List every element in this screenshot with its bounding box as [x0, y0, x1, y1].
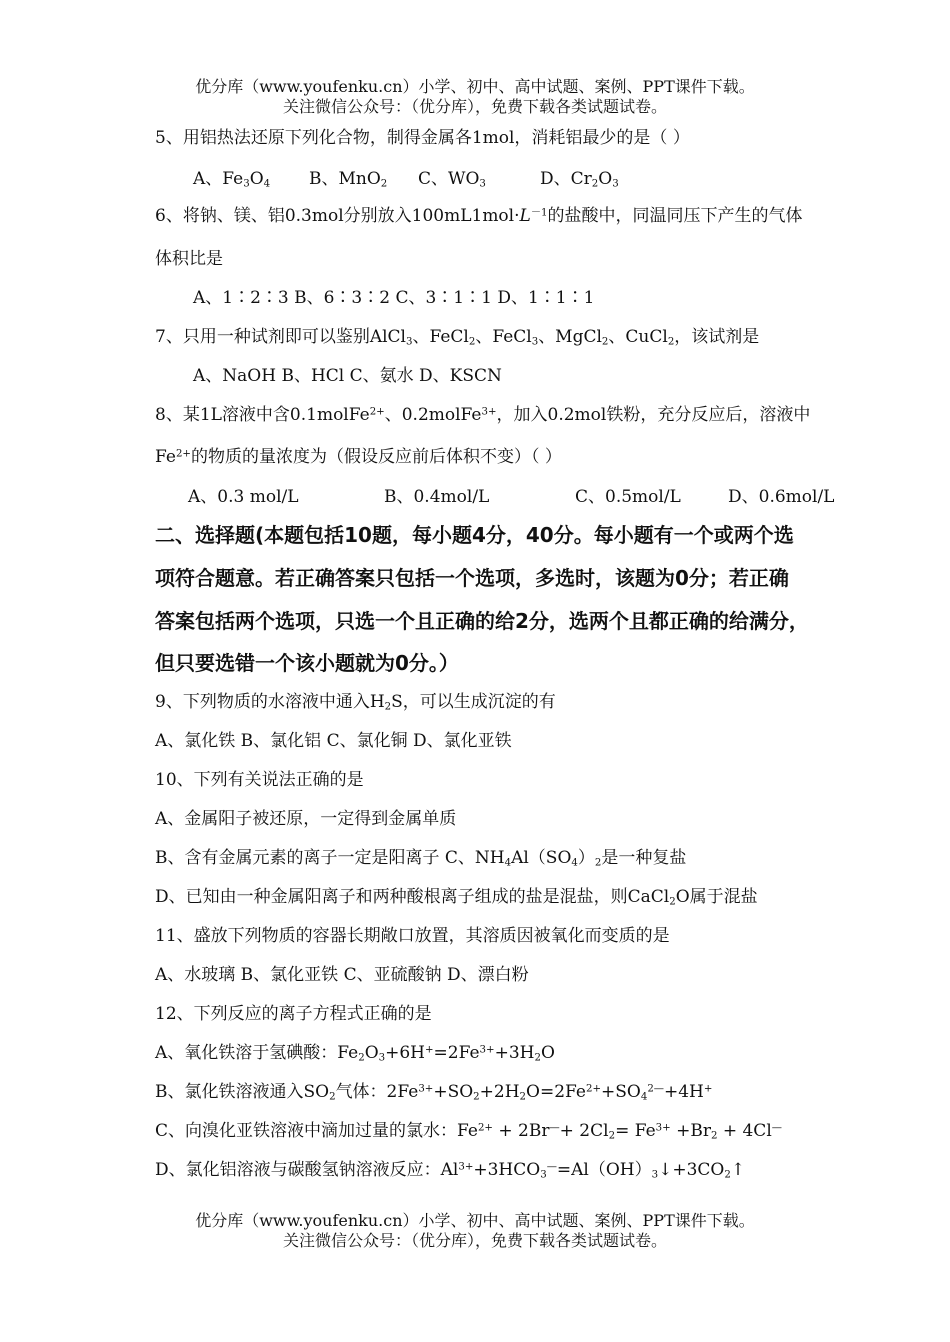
question-12-option-c: C、向溴化亚铁溶液中滴加过量的氯水：$Fe^{2+} + 2Br^—+ 2Cl_2= Fe^{3+} +Br_2 + 4Cl^—$ [155, 1121, 782, 1142]
section-2-heading-line-4: 但只要选错一个该小题就为0分。） [155, 651, 459, 675]
question-5-options [193, 167, 619, 191]
question-8-stem: 8、某1L溶液中含0.1molFe$^{2+}$、0.2molFe$^{3+}$，加入0.2mol铁粉，充分反应后，溶液中 [155, 405, 811, 425]
q8-option-c: C、0.5mol/L [575, 487, 681, 507]
question-10-option-a: A、金属阳子被还原，一定得到金属单质 [155, 809, 457, 829]
question-11-stem: 11、盛放下列物质的容器长期敞口放置，其溶质因被氧化而变质的是 [155, 926, 670, 946]
q5-option-b: B、MnO$_2$ [309, 169, 388, 190]
question-8-options [188, 485, 834, 509]
question-12-stem: 12、下列反应的离子方程式正确的是 [155, 1004, 432, 1024]
q5-option-c: C、$WO_3$ [418, 169, 486, 190]
question-8-stem-cont: $Fe^{2+}$的物质的量浓度为（假设反应前后体积不变）（ ） [155, 447, 562, 467]
header-line-1: 优分库（www.youfenku.cn）小学、初中、高中试题、案例、PPT课件下载。 [195, 77, 755, 96]
question-12-option-b: B、氯化铁溶液通入$SO_2$气体：$2Fe^{3+}+SO_2+2H_2O=2Fe^{2+}+SO_4^{2—}+4H^+$ [155, 1082, 713, 1103]
footer-line-2: 关注微信公众号：（优分库），免费下载各类试题试卷。 [282, 1231, 667, 1250]
question-11-options: A、水玻璃 B、氯化亚铁 C、亚硫酸钠 D、漂白粉 [155, 965, 529, 985]
question-6-stem: 6、将钠、镁、铝0.3mol分别放入$100mL1mol\cdot L^{-1}$的盐酸中，同温同压下产生的气体 [155, 206, 803, 226]
question-5-stem: 5、用铝热法还原下列化合物，制得金属各1mol，消耗铝最少的是（ ） [155, 128, 690, 148]
question-7-stem: 7、只用一种试剂即可以鉴别AlCl$_3$、FeCl$_2$、FeCl$_3$、MgCl$_2$、CuCl$_2$，该试剂是 [155, 327, 760, 348]
question-9-stem: 9、下列物质的水溶液中通入$H_2S$，可以生成沉淀的有 [155, 692, 556, 713]
page-footer [0, 1211, 950, 1251]
page-header [0, 77, 950, 117]
footer-line-1: 优分库（www.youfenku.cn）小学、初中、高中试题、案例、PPT课件下载。 [195, 1211, 755, 1230]
question-7-options: A、NaOH B、HCl C、氨水 D、KSCN [193, 366, 502, 386]
question-12-option-d: D、氯化铝溶液与碳酸氢钠溶液反应：$Al^{3+}+3HCO_3^—=Al(OH)_3↓+3CO_2↑$ [155, 1160, 746, 1181]
q8-option-b: B、0.4mol/L [384, 487, 490, 507]
q8-option-a: A、0.3 mol/L [188, 487, 299, 507]
question-9-options: A、氯化铁 B、氯化铝 C、氯化铜 D、氯化亚铁 [155, 731, 512, 751]
section-2-heading-line-2: 项符合题意。若正确答案只包括一个选项，多选时，该题为0分；若正确 [155, 566, 789, 590]
question-10-option-bc: B、含有金属元素的离子一定是阳离子 C、$NH_4Al(SO_4)_2$是一种复盐 [155, 848, 687, 869]
q5-option-d: D、$Cr_2O_3$ [540, 169, 619, 190]
question-12-option-a: A、氧化铁溶于氢碘酸：$Fe_2O_3+6H^+=2Fe^{3+}+3H_2O$ [155, 1043, 555, 1064]
question-10-option-d: D、已知由一种金属阳离子和两种酸根离子组成的盐是混盐，则CaCl$_2$O属于混盐 [155, 887, 758, 908]
section-2-heading-line-1: 二、选择题(本题包括10题，每小题4分，40分。每小题有一个或两个选 [155, 523, 794, 547]
question-10-stem: 10、下列有关说法正确的是 [155, 770, 364, 790]
question-6-options: A、1∶2∶3 B、6∶3∶2 C、3∶1∶1 D、1∶1∶1 [193, 288, 595, 308]
question-6-stem-cont: 体积比是 [155, 249, 223, 269]
q5-option-a: A、$Fe_3O_4$ [193, 169, 271, 190]
q8-option-d: D、0.6mol/L [728, 487, 835, 507]
section-2-heading-line-3: 答案包括两个选项，只选一个且正确的给2分，选两个且都正确的给满分， [155, 609, 809, 633]
header-line-2: 关注微信公众号：（优分库），免费下载各类试题试卷。 [282, 97, 667, 116]
